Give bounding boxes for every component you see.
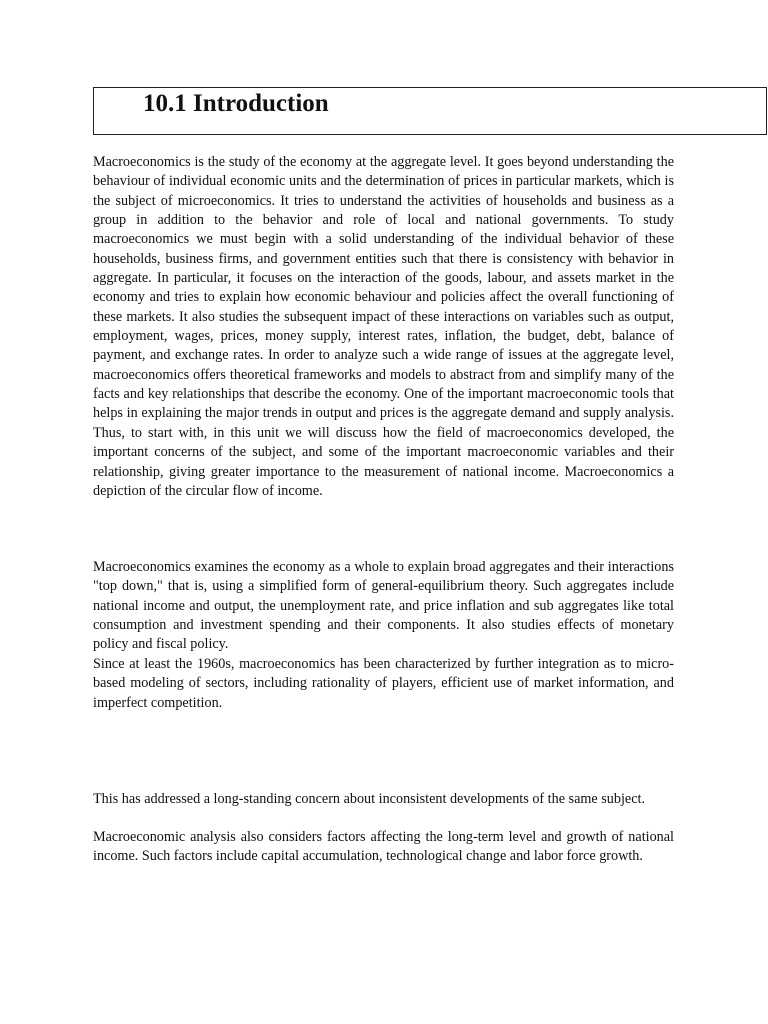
paragraph-top-down: Macroeconomics examines the economy as a whole to explain broad aggregates and their interactions "top down," that is, using a simplified form of general-equilibrium theory. Such aggregates include national income and output, the unemployment rate, and price inflation and sub aggregates like total consumption and investment spending and their components. It also studies effects of monetary policy and fiscal policy. [93, 559, 674, 653]
paragraph-intro: Macroeconomics is the study of the economy at the aggregate level. It goes beyond understanding the behaviour of individual economic units and the determination of prices in particular markets, which is the subject of microeconomics. It tries to understand the activities of households and business as a group in addition to the behavior and role of local and national governments. To study macroeconomics we must begin with a solid understanding of the individual behavior of these households, business firms, and government entities such that there is consistency with behavior in aggregate. In particular, it focuses on the interaction of the goods, labour, and assets market in the economy and tries to explain how economic behaviour and policies affect the overall functioning of these markets. It also studies the subsequent impact of these interactions on variables such as output, employment, wages, prices, money supply, interest rates, inflation, the budget, debt, balance of payment, and exchange rates. In order to analyze such a wide range of issues at the aggregate level, macroeconomics offers theoretical frameworks and models to abstract from and simplify many of the facts and key relationships that describe the economy. One of the important macroeconomic tools that helps in explaining the major trends in output and prices is the aggregate demand and supply analysis. Thus, to start with, in this unit we will discuss how the field of macroeconomics developed, the important concerns of the subject, and some of the important macroeconomic variables and their relationship, giving greater importance to the measurement of national income. Macroeconomics a depiction of the circular flow of income. [93, 154, 674, 499]
section-heading-box [93, 87, 767, 135]
section-heading: 10.1 Introduction [143, 90, 329, 117]
paragraph-integration: Since at least the 1960s, macroeconomics has been characterized by further integration as to micro-based modeling of sectors, including rationality of players, efficient use of market information, and imperfect competition. [93, 656, 674, 711]
paragraph-concern: This has addressed a long-standing concern about inconsistent developments of the same subject. [93, 791, 645, 807]
paragraph-growth: Macroeconomic analysis also considers factors affecting the long-term level and growth of national income. Such factors include capital accumulation, technological change and labor force growth. [93, 829, 674, 865]
